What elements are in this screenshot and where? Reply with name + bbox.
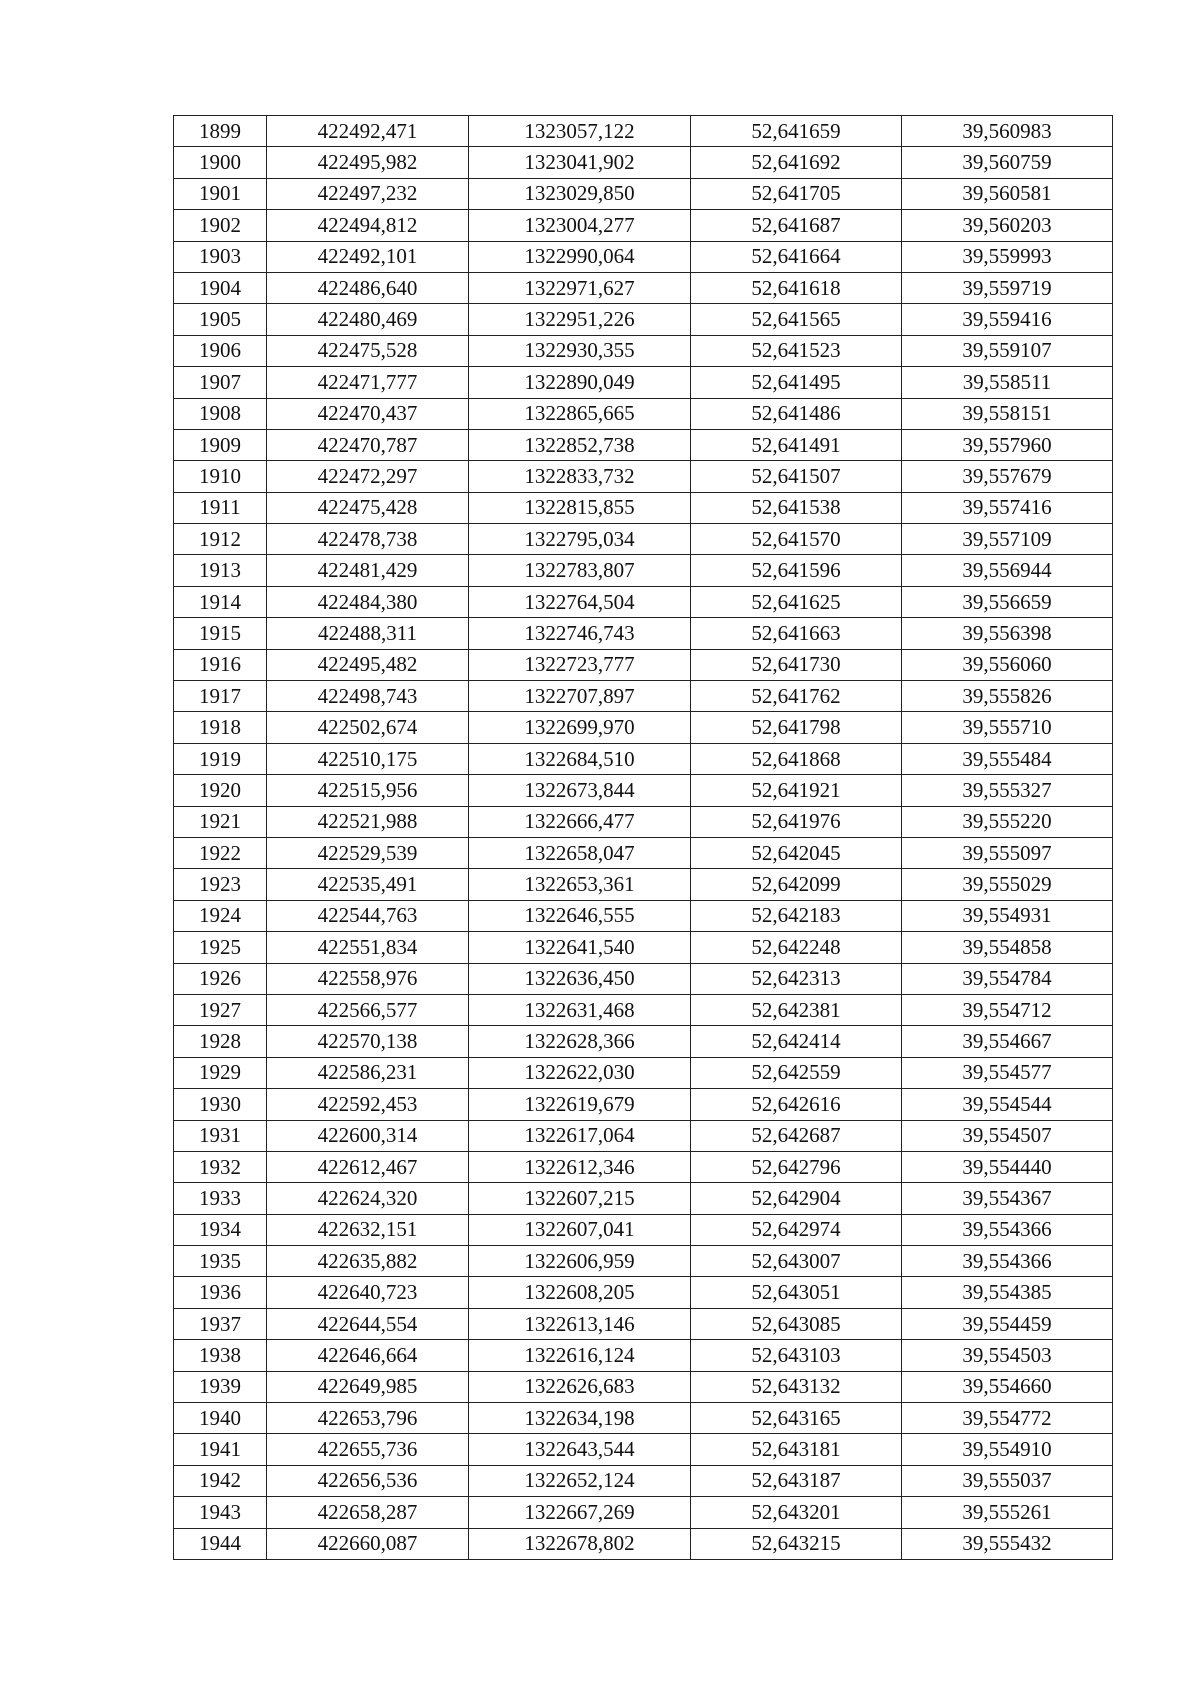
table-row <box>174 272 1113 303</box>
longitude-cell: 39,554712 <box>902 994 1113 1025</box>
table-row <box>174 116 1113 147</box>
longitude-cell: 39,555826 <box>902 681 1113 712</box>
y-coordinate-cell: 1322653,361 <box>469 869 691 900</box>
point-number-cell: 1900 <box>174 147 267 178</box>
x-coordinate-cell: 422646,664 <box>267 1340 469 1371</box>
y-coordinate-cell: 1322707,897 <box>469 681 691 712</box>
x-coordinate-cell: 422502,674 <box>267 712 469 743</box>
table-row <box>174 1371 1113 1402</box>
latitude-cell: 52,641596 <box>691 555 902 586</box>
y-coordinate-cell: 1322667,269 <box>469 1497 691 1528</box>
longitude-cell: 39,560983 <box>902 116 1113 147</box>
latitude-cell: 52,643165 <box>691 1403 902 1434</box>
table-row <box>174 492 1113 523</box>
table-row <box>174 178 1113 209</box>
point-number-cell: 1907 <box>174 367 267 398</box>
latitude-cell: 52,641730 <box>691 649 902 680</box>
longitude-cell: 39,558511 <box>902 367 1113 398</box>
table-row <box>174 1246 1113 1277</box>
latitude-cell: 52,642974 <box>691 1214 902 1245</box>
latitude-cell: 52,643181 <box>691 1434 902 1465</box>
x-coordinate-cell: 422655,736 <box>267 1434 469 1465</box>
point-number-cell: 1911 <box>174 492 267 523</box>
coordinates-table <box>173 115 1113 1560</box>
y-coordinate-cell: 1322852,738 <box>469 429 691 460</box>
y-coordinate-cell: 1322890,049 <box>469 367 691 398</box>
point-number-cell: 1926 <box>174 963 267 994</box>
longitude-cell: 39,554366 <box>902 1246 1113 1277</box>
y-coordinate-cell: 1322746,743 <box>469 618 691 649</box>
table-row <box>174 743 1113 774</box>
point-number-cell: 1920 <box>174 775 267 806</box>
longitude-cell: 39,560581 <box>902 178 1113 209</box>
longitude-cell: 39,556398 <box>902 618 1113 649</box>
point-number-cell: 1931 <box>174 1120 267 1151</box>
point-number-cell: 1930 <box>174 1089 267 1120</box>
table-row <box>174 932 1113 963</box>
latitude-cell: 52,641491 <box>691 429 902 460</box>
latitude-cell: 52,642183 <box>691 900 902 931</box>
longitude-cell: 39,558151 <box>902 398 1113 429</box>
latitude-cell: 52,641523 <box>691 335 902 366</box>
longitude-cell: 39,555220 <box>902 806 1113 837</box>
x-coordinate-cell: 422484,380 <box>267 586 469 617</box>
point-number-cell: 1902 <box>174 210 267 241</box>
x-coordinate-cell: 422475,528 <box>267 335 469 366</box>
y-coordinate-cell: 1322641,540 <box>469 932 691 963</box>
y-coordinate-cell: 1322764,504 <box>469 586 691 617</box>
longitude-cell: 39,559993 <box>902 241 1113 272</box>
y-coordinate-cell: 1322619,679 <box>469 1089 691 1120</box>
longitude-cell: 39,559107 <box>902 335 1113 366</box>
coordinates-table-body <box>174 116 1113 1560</box>
y-coordinate-cell: 1322652,124 <box>469 1465 691 1496</box>
longitude-cell: 39,555029 <box>902 869 1113 900</box>
y-coordinate-cell: 1322951,226 <box>469 304 691 335</box>
latitude-cell: 52,641565 <box>691 304 902 335</box>
latitude-cell: 52,641486 <box>691 398 902 429</box>
latitude-cell: 52,643187 <box>691 1465 902 1496</box>
x-coordinate-cell: 422658,287 <box>267 1497 469 1528</box>
table-row <box>174 241 1113 272</box>
y-coordinate-cell: 1322616,124 <box>469 1340 691 1371</box>
x-coordinate-cell: 422515,956 <box>267 775 469 806</box>
longitude-cell: 39,557960 <box>902 429 1113 460</box>
latitude-cell: 52,641495 <box>691 367 902 398</box>
longitude-cell: 39,554577 <box>902 1057 1113 1088</box>
longitude-cell: 39,560203 <box>902 210 1113 241</box>
table-row <box>174 1026 1113 1057</box>
y-coordinate-cell: 1322990,064 <box>469 241 691 272</box>
x-coordinate-cell: 422644,554 <box>267 1308 469 1339</box>
longitude-cell: 39,557416 <box>902 492 1113 523</box>
y-coordinate-cell: 1322606,959 <box>469 1246 691 1277</box>
latitude-cell: 52,641659 <box>691 116 902 147</box>
table-row <box>174 1120 1113 1151</box>
longitude-cell: 39,556944 <box>902 555 1113 586</box>
y-coordinate-cell: 1322617,064 <box>469 1120 691 1151</box>
longitude-cell: 39,554459 <box>902 1308 1113 1339</box>
latitude-cell: 52,643215 <box>691 1528 902 1559</box>
point-number-cell: 1906 <box>174 335 267 366</box>
point-number-cell: 1915 <box>174 618 267 649</box>
point-number-cell: 1921 <box>174 806 267 837</box>
x-coordinate-cell: 422632,151 <box>267 1214 469 1245</box>
longitude-cell: 39,555327 <box>902 775 1113 806</box>
latitude-cell: 52,641570 <box>691 524 902 555</box>
point-number-cell: 1943 <box>174 1497 267 1528</box>
longitude-cell: 39,554507 <box>902 1120 1113 1151</box>
x-coordinate-cell: 422498,743 <box>267 681 469 712</box>
x-coordinate-cell: 422480,469 <box>267 304 469 335</box>
point-number-cell: 1912 <box>174 524 267 555</box>
y-coordinate-cell: 1322626,683 <box>469 1371 691 1402</box>
point-number-cell: 1923 <box>174 869 267 900</box>
x-coordinate-cell: 422600,314 <box>267 1120 469 1151</box>
point-number-cell: 1935 <box>174 1246 267 1277</box>
x-coordinate-cell: 422495,982 <box>267 147 469 178</box>
point-number-cell: 1903 <box>174 241 267 272</box>
point-number-cell: 1939 <box>174 1371 267 1402</box>
latitude-cell: 52,642099 <box>691 869 902 900</box>
table-row <box>174 806 1113 837</box>
x-coordinate-cell: 422488,311 <box>267 618 469 649</box>
x-coordinate-cell: 422635,882 <box>267 1246 469 1277</box>
longitude-cell: 39,554385 <box>902 1277 1113 1308</box>
x-coordinate-cell: 422649,985 <box>267 1371 469 1402</box>
point-number-cell: 1909 <box>174 429 267 460</box>
latitude-cell: 52,642414 <box>691 1026 902 1057</box>
latitude-cell: 52,642313 <box>691 963 902 994</box>
longitude-cell: 39,554544 <box>902 1089 1113 1120</box>
table-row <box>174 429 1113 460</box>
x-coordinate-cell: 422640,723 <box>267 1277 469 1308</box>
latitude-cell: 52,642616 <box>691 1089 902 1120</box>
point-number-cell: 1940 <box>174 1403 267 1434</box>
x-coordinate-cell: 422656,536 <box>267 1465 469 1496</box>
latitude-cell: 52,642796 <box>691 1151 902 1182</box>
latitude-cell: 52,642248 <box>691 932 902 963</box>
y-coordinate-cell: 1322658,047 <box>469 837 691 868</box>
table-row <box>174 461 1113 492</box>
longitude-cell: 39,556659 <box>902 586 1113 617</box>
table-row <box>174 1403 1113 1434</box>
longitude-cell: 39,554366 <box>902 1214 1113 1245</box>
latitude-cell: 52,641921 <box>691 775 902 806</box>
point-number-cell: 1899 <box>174 116 267 147</box>
latitude-cell: 52,641507 <box>691 461 902 492</box>
x-coordinate-cell: 422586,231 <box>267 1057 469 1088</box>
point-number-cell: 1941 <box>174 1434 267 1465</box>
latitude-cell: 52,642381 <box>691 994 902 1025</box>
y-coordinate-cell: 1322612,346 <box>469 1151 691 1182</box>
y-coordinate-cell: 1322634,198 <box>469 1403 691 1434</box>
x-coordinate-cell: 422492,101 <box>267 241 469 272</box>
longitude-cell: 39,557109 <box>902 524 1113 555</box>
point-number-cell: 1922 <box>174 837 267 868</box>
y-coordinate-cell: 1322833,732 <box>469 461 691 492</box>
x-coordinate-cell: 422472,297 <box>267 461 469 492</box>
x-coordinate-cell: 422624,320 <box>267 1183 469 1214</box>
y-coordinate-cell: 1322607,215 <box>469 1183 691 1214</box>
latitude-cell: 52,641705 <box>691 178 902 209</box>
table-row <box>174 837 1113 868</box>
y-coordinate-cell: 1322673,844 <box>469 775 691 806</box>
table-row <box>174 618 1113 649</box>
table-row <box>174 994 1113 1025</box>
latitude-cell: 52,641976 <box>691 806 902 837</box>
y-coordinate-cell: 1322783,807 <box>469 555 691 586</box>
y-coordinate-cell: 1323029,850 <box>469 178 691 209</box>
point-number-cell: 1908 <box>174 398 267 429</box>
y-coordinate-cell: 1322636,450 <box>469 963 691 994</box>
y-coordinate-cell: 1322613,146 <box>469 1308 691 1339</box>
longitude-cell: 39,554440 <box>902 1151 1113 1182</box>
longitude-cell: 39,554772 <box>902 1403 1113 1434</box>
y-coordinate-cell: 1322795,034 <box>469 524 691 555</box>
y-coordinate-cell: 1323041,902 <box>469 147 691 178</box>
x-coordinate-cell: 422478,738 <box>267 524 469 555</box>
longitude-cell: 39,554910 <box>902 1434 1113 1465</box>
latitude-cell: 52,643085 <box>691 1308 902 1339</box>
table-row <box>174 304 1113 335</box>
table-row <box>174 649 1113 680</box>
y-coordinate-cell: 1322666,477 <box>469 806 691 837</box>
table-row <box>174 1214 1113 1245</box>
table-row <box>174 681 1113 712</box>
x-coordinate-cell: 422492,471 <box>267 116 469 147</box>
latitude-cell: 52,641625 <box>691 586 902 617</box>
table-row <box>174 1528 1113 1559</box>
table-row <box>174 335 1113 366</box>
point-number-cell: 1918 <box>174 712 267 743</box>
point-number-cell: 1924 <box>174 900 267 931</box>
table-row <box>174 712 1113 743</box>
table-row <box>174 869 1113 900</box>
x-coordinate-cell: 422475,428 <box>267 492 469 523</box>
x-coordinate-cell: 422653,796 <box>267 1403 469 1434</box>
y-coordinate-cell: 1322678,802 <box>469 1528 691 1559</box>
x-coordinate-cell: 422481,429 <box>267 555 469 586</box>
table-row <box>174 963 1113 994</box>
x-coordinate-cell: 422471,777 <box>267 367 469 398</box>
point-number-cell: 1938 <box>174 1340 267 1371</box>
y-coordinate-cell: 1322643,544 <box>469 1434 691 1465</box>
longitude-cell: 39,554931 <box>902 900 1113 931</box>
x-coordinate-cell: 422486,640 <box>267 272 469 303</box>
point-number-cell: 1934 <box>174 1214 267 1245</box>
y-coordinate-cell: 1322608,205 <box>469 1277 691 1308</box>
table-row <box>174 555 1113 586</box>
y-coordinate-cell: 1322622,030 <box>469 1057 691 1088</box>
x-coordinate-cell: 422566,577 <box>267 994 469 1025</box>
longitude-cell: 39,554367 <box>902 1183 1113 1214</box>
longitude-cell: 39,554503 <box>902 1340 1113 1371</box>
x-coordinate-cell: 422521,988 <box>267 806 469 837</box>
point-number-cell: 1927 <box>174 994 267 1025</box>
point-number-cell: 1933 <box>174 1183 267 1214</box>
table-row <box>174 1089 1113 1120</box>
table-row <box>174 1151 1113 1182</box>
y-coordinate-cell: 1322865,665 <box>469 398 691 429</box>
y-coordinate-cell: 1323057,122 <box>469 116 691 147</box>
point-number-cell: 1929 <box>174 1057 267 1088</box>
longitude-cell: 39,554660 <box>902 1371 1113 1402</box>
x-coordinate-cell: 422592,453 <box>267 1089 469 1120</box>
latitude-cell: 52,641692 <box>691 147 902 178</box>
latitude-cell: 52,641538 <box>691 492 902 523</box>
latitude-cell: 52,641687 <box>691 210 902 241</box>
point-number-cell: 1901 <box>174 178 267 209</box>
latitude-cell: 52,643201 <box>691 1497 902 1528</box>
table-row <box>174 775 1113 806</box>
latitude-cell: 52,643132 <box>691 1371 902 1402</box>
latitude-cell: 52,642904 <box>691 1183 902 1214</box>
table-row <box>174 1277 1113 1308</box>
longitude-cell: 39,557679 <box>902 461 1113 492</box>
point-number-cell: 1925 <box>174 932 267 963</box>
x-coordinate-cell: 422494,812 <box>267 210 469 241</box>
x-coordinate-cell: 422660,087 <box>267 1528 469 1559</box>
table-row <box>174 1340 1113 1371</box>
table-row <box>174 210 1113 241</box>
y-coordinate-cell: 1323004,277 <box>469 210 691 241</box>
y-coordinate-cell: 1322628,366 <box>469 1026 691 1057</box>
latitude-cell: 52,641798 <box>691 712 902 743</box>
y-coordinate-cell: 1322723,777 <box>469 649 691 680</box>
longitude-cell: 39,555097 <box>902 837 1113 868</box>
table-row <box>174 1308 1113 1339</box>
latitude-cell: 52,643051 <box>691 1277 902 1308</box>
table-row <box>174 1057 1113 1088</box>
latitude-cell: 52,643007 <box>691 1246 902 1277</box>
latitude-cell: 52,643103 <box>691 1340 902 1371</box>
table-row <box>174 1497 1113 1528</box>
point-number-cell: 1914 <box>174 586 267 617</box>
x-coordinate-cell: 422544,763 <box>267 900 469 931</box>
point-number-cell: 1919 <box>174 743 267 774</box>
x-coordinate-cell: 422551,834 <box>267 932 469 963</box>
x-coordinate-cell: 422470,787 <box>267 429 469 460</box>
point-number-cell: 1944 <box>174 1528 267 1559</box>
y-coordinate-cell: 1322646,555 <box>469 900 691 931</box>
point-number-cell: 1905 <box>174 304 267 335</box>
latitude-cell: 52,641663 <box>691 618 902 649</box>
y-coordinate-cell: 1322815,855 <box>469 492 691 523</box>
x-coordinate-cell: 422470,437 <box>267 398 469 429</box>
point-number-cell: 1942 <box>174 1465 267 1496</box>
x-coordinate-cell: 422497,232 <box>267 178 469 209</box>
point-number-cell: 1928 <box>174 1026 267 1057</box>
y-coordinate-cell: 1322631,468 <box>469 994 691 1025</box>
point-number-cell: 1910 <box>174 461 267 492</box>
point-number-cell: 1937 <box>174 1308 267 1339</box>
point-number-cell: 1904 <box>174 272 267 303</box>
table-row <box>174 1183 1113 1214</box>
longitude-cell: 39,555261 <box>902 1497 1113 1528</box>
longitude-cell: 39,559719 <box>902 272 1113 303</box>
point-number-cell: 1913 <box>174 555 267 586</box>
table-row <box>174 900 1113 931</box>
point-number-cell: 1932 <box>174 1151 267 1182</box>
y-coordinate-cell: 1322607,041 <box>469 1214 691 1245</box>
y-coordinate-cell: 1322684,510 <box>469 743 691 774</box>
x-coordinate-cell: 422570,138 <box>267 1026 469 1057</box>
longitude-cell: 39,554784 <box>902 963 1113 994</box>
latitude-cell: 52,642045 <box>691 837 902 868</box>
table-row <box>174 1465 1113 1496</box>
longitude-cell: 39,554858 <box>902 932 1113 963</box>
x-coordinate-cell: 422612,467 <box>267 1151 469 1182</box>
table-row <box>174 367 1113 398</box>
longitude-cell: 39,560759 <box>902 147 1113 178</box>
longitude-cell: 39,555710 <box>902 712 1113 743</box>
x-coordinate-cell: 422510,175 <box>267 743 469 774</box>
point-number-cell: 1916 <box>174 649 267 680</box>
longitude-cell: 39,555484 <box>902 743 1113 774</box>
latitude-cell: 52,641618 <box>691 272 902 303</box>
point-number-cell: 1936 <box>174 1277 267 1308</box>
table-row <box>174 147 1113 178</box>
longitude-cell: 39,559416 <box>902 304 1113 335</box>
point-number-cell: 1917 <box>174 681 267 712</box>
longitude-cell: 39,555037 <box>902 1465 1113 1496</box>
table-row <box>174 398 1113 429</box>
y-coordinate-cell: 1322930,355 <box>469 335 691 366</box>
longitude-cell: 39,556060 <box>902 649 1113 680</box>
longitude-cell: 39,555432 <box>902 1528 1113 1559</box>
table-row <box>174 524 1113 555</box>
latitude-cell: 52,641868 <box>691 743 902 774</box>
x-coordinate-cell: 422495,482 <box>267 649 469 680</box>
y-coordinate-cell: 1322971,627 <box>469 272 691 303</box>
latitude-cell: 52,642559 <box>691 1057 902 1088</box>
y-coordinate-cell: 1322699,970 <box>469 712 691 743</box>
x-coordinate-cell: 422529,539 <box>267 837 469 868</box>
longitude-cell: 39,554667 <box>902 1026 1113 1057</box>
table-row <box>174 1434 1113 1465</box>
latitude-cell: 52,642687 <box>691 1120 902 1151</box>
x-coordinate-cell: 422535,491 <box>267 869 469 900</box>
latitude-cell: 52,641762 <box>691 681 902 712</box>
table-row <box>174 586 1113 617</box>
x-coordinate-cell: 422558,976 <box>267 963 469 994</box>
latitude-cell: 52,641664 <box>691 241 902 272</box>
